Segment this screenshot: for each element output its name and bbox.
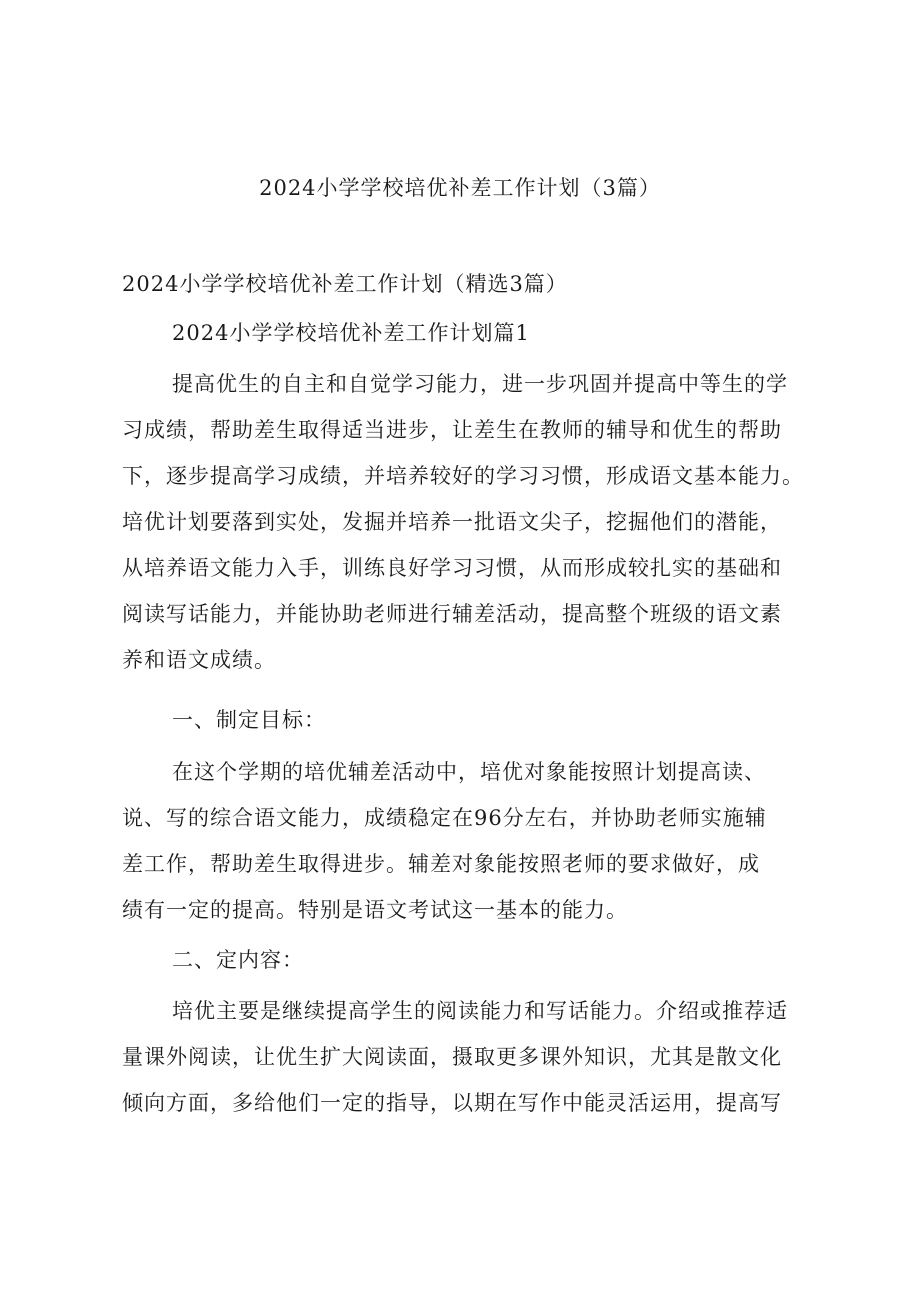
intro-line: 从培养语文能力入手，训练良好学习习惯，从而形成较扎实的基础和 (122, 556, 782, 580)
section-line: 量课外阅读，让优生扩大阅读面，摄取更多课外知识，尤其是散文化 (122, 1045, 782, 1069)
intro-line: 习成绩，帮助差生取得适当进步，让差生在教师的辅导和优生的帮助 (122, 418, 782, 442)
section-heading: 二、定内容： (172, 948, 304, 972)
chapter-heading: 2024小学学校培优补差工作计划篇1 (172, 321, 530, 345)
intro-line: 提高优生的自主和自觉学习能力，进一步巩固并提高中等生的学 (172, 372, 788, 396)
intro-line: 下，逐步提高学习成绩，并培养较好的学习习惯，形成语文基本能力。 (122, 464, 804, 488)
section-line: 培优主要是继续提高学生的阅读能力和写话能力。介绍或推荐适 (172, 999, 788, 1023)
intro-line: 养和语文成绩。 (122, 648, 276, 672)
section-line: 倾向方面，多给他们一定的指导，以期在写作中能灵活运用，提高写 (122, 1091, 782, 1115)
section-line: 绩有一定的提高。特别是语文考试这一基本的能力。 (122, 898, 628, 922)
intro-line: 培优计划要落到实处，发掘并培养一批语文尖子，挖掘他们的潜能， (122, 510, 782, 534)
document-title: 2024小学学校培优补差工作计划（3篇） (259, 176, 661, 200)
section-heading: 一、制定目标： (172, 708, 326, 732)
section-line: 在这个学期的培优辅差活动中，培优对象能按照计划提高读、 (172, 760, 766, 784)
intro-line: 阅读写话能力，并能协助老师进行辅差活动，提高整个班级的语文素 (122, 602, 782, 626)
document-subtitle: 2024小学学校培优补差工作计划（精选3篇） (122, 272, 568, 296)
section-line: 说、写的综合语文能力，成绩稳定在96分左右，并协助老师实施辅 (122, 806, 767, 830)
section-line: 差工作，帮助差生取得进步。辅差对象能按照老师的要求做好，成 (122, 852, 760, 876)
